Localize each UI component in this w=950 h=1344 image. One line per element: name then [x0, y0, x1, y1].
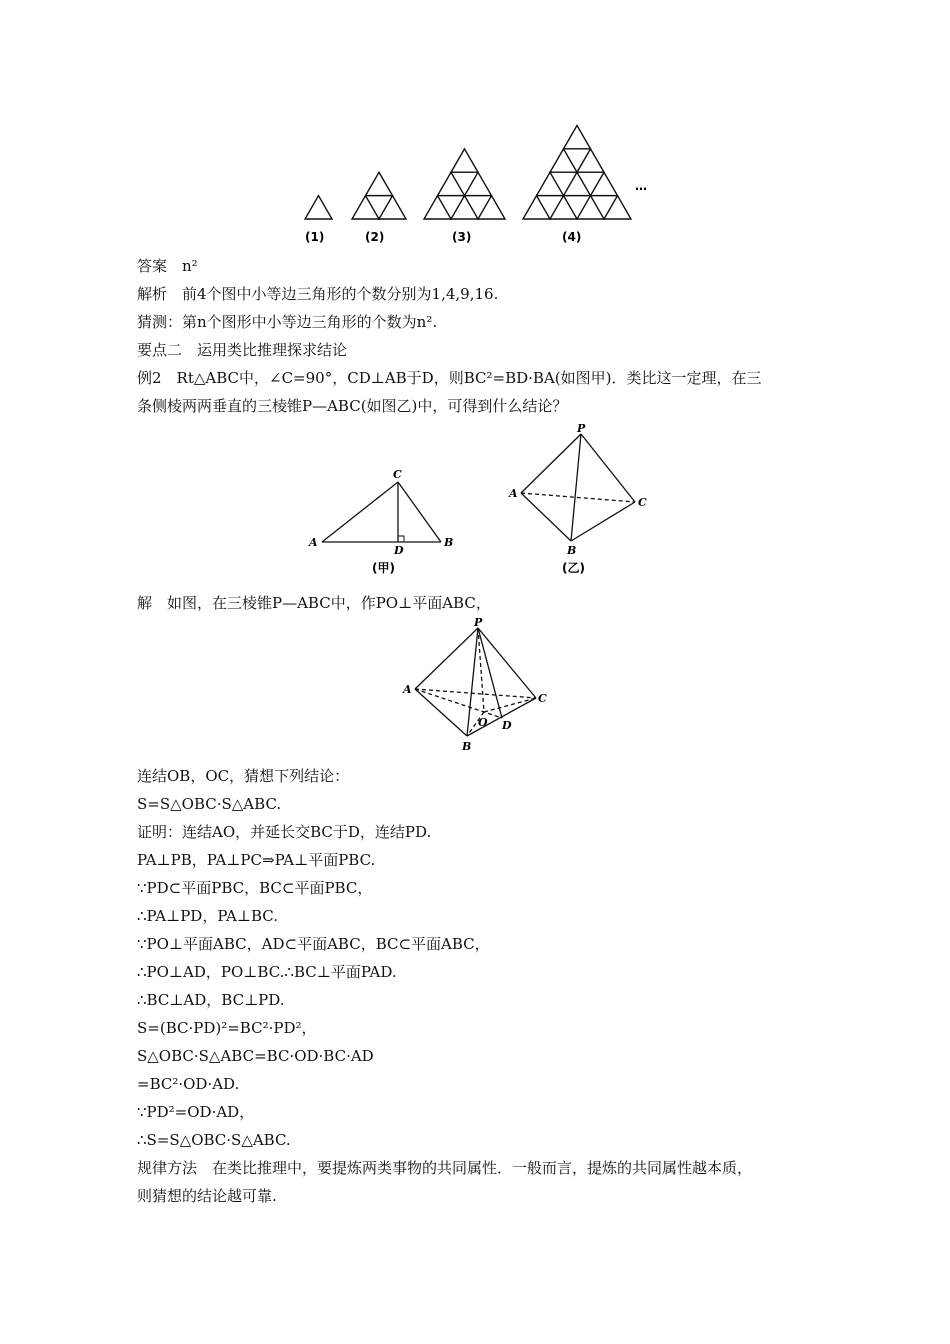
proof-line-8: ∴PO⊥AD，PO⊥BC.∴BC⊥平面PAD. [137, 963, 397, 981]
small-triangle [523, 196, 550, 219]
segment-ac [322, 482, 398, 542]
triangle-pattern-3 [424, 149, 505, 219]
proof-line-10: S=(BC·PD)²=BC²·PD²， [137, 1019, 317, 1037]
point-label-b: B [462, 740, 472, 753]
point-label-p: P [474, 616, 483, 629]
edge-ab [415, 689, 467, 736]
example-2-line-1: 例2 Rt△ABC中，∠C=90°，CD⊥AB于D，则BC²=BD·BA(如图甲)．类比这一定理，在三 [137, 369, 762, 387]
edge-pa [521, 434, 581, 493]
pattern-label-4: (4) [562, 230, 582, 244]
pattern-label-3: (3) [452, 230, 472, 244]
point-label-d: D [394, 544, 404, 557]
small-triangle [451, 149, 478, 172]
small-triangle [577, 149, 604, 172]
small-triangle [438, 172, 465, 195]
triangle-pattern-4 [523, 125, 631, 219]
point-label-o: O [478, 716, 488, 729]
point-label-a: A [403, 683, 412, 696]
point-label-b: B [444, 536, 454, 549]
proof-line-11: S△OBC·S△ABC=BC·OD·BC·AD [137, 1047, 374, 1065]
segment-ad-hidden [415, 689, 502, 718]
small-triangle [379, 196, 406, 219]
small-triangle [366, 172, 393, 195]
analysis-line: 解析 前4个图中小等边三角形的个数分别为1,4,9,16. [137, 285, 499, 303]
small-triangle [550, 196, 577, 219]
point-label-b: B [567, 544, 577, 557]
tetrahedron-svg [504, 424, 654, 579]
proof-line-1: 连结OB，OC，猜想下列结论： [137, 767, 350, 785]
solution-line: 解 如图，在三棱锥P—ABC中，作PO⊥平面ABC， [137, 594, 491, 612]
pattern-label-2: (2) [365, 230, 385, 244]
edge-pb [467, 628, 478, 736]
edge-pa [415, 628, 478, 689]
small-triangle [537, 172, 564, 195]
proof-line-4: PA⊥PB，PA⊥PC⇒PA⊥平面PBC. [137, 851, 376, 869]
right-angle-mark [398, 536, 404, 542]
small-triangle [352, 196, 379, 219]
tetrahedron-projection-svg [398, 616, 558, 756]
edge-ab [521, 493, 571, 541]
point-label-c: C [538, 692, 547, 705]
point-label-d: D [502, 719, 512, 732]
method-line-1: 规律方法 在类比推理中，要提炼两类事物的共同属性．一般而言，提炼的共同属性越本质， [137, 1159, 753, 1177]
edge-bc [571, 502, 635, 541]
triangle-pattern-figure [295, 122, 655, 248]
point-label-c: C [638, 496, 647, 509]
small-triangle [478, 196, 505, 219]
proof-line-7: ∵PO⊥平面ABC，AD⊂平面ABC，BC⊂平面ABC， [137, 935, 490, 953]
conjecture-line: 猜测：第n个图形中小等边三角形的个数为n². [137, 313, 438, 331]
small-triangle [424, 196, 451, 219]
small-triangle [564, 125, 591, 148]
figure-caption-jia: (甲) [372, 561, 395, 575]
point-label-c: C [393, 468, 402, 481]
small-triangle [577, 196, 604, 219]
point-label-a: A [509, 487, 518, 500]
triangle-pattern-2 [352, 172, 406, 219]
small-triangle [604, 196, 631, 219]
right-triangle-svg [305, 466, 470, 578]
triangle-pattern-1 [305, 196, 332, 219]
point-label-a: A [309, 536, 318, 549]
proof-line-13: ∵PD²=OD·AD， [137, 1103, 255, 1121]
answer-line: 答案 n² [137, 257, 198, 275]
triangle-pattern-svg [295, 122, 655, 248]
proof-line-14: ∴S=S△OBC·S△ABC. [137, 1131, 291, 1149]
proof-line-2: S=S△OBC·S△ABC. [137, 795, 282, 813]
pattern-ellipsis: … [635, 179, 647, 193]
proof-line-6: ∴PA⊥PD，PA⊥BC. [137, 907, 278, 925]
small-triangle [564, 172, 591, 195]
proof-line-9: ∴BC⊥AD，BC⊥PD. [137, 991, 285, 1009]
edge-ac-hidden [415, 689, 536, 698]
pattern-label-1: (1) [305, 230, 325, 244]
segment-bc [398, 482, 441, 542]
section-heading: 要点二 运用类比推理探求结论 [137, 341, 348, 359]
tetrahedron-projection-figure [398, 616, 558, 756]
small-triangle [465, 172, 492, 195]
proof-line-12: =BC²·OD·AD. [137, 1075, 240, 1093]
edge-ac-hidden [521, 493, 635, 502]
tetrahedron-figure [504, 424, 654, 579]
right-triangle-figure [305, 466, 470, 578]
segment-oc-hidden [484, 698, 536, 712]
proof-line-3: 证明：连结AO，并延长交BC于D，连结PD. [137, 823, 432, 841]
point-label-p: P [577, 424, 586, 435]
example-2-line-2: 条侧棱两两垂直的三棱锥P—ABC(如图乙)中，可得到什么结论？ [137, 397, 568, 415]
figure-caption-yi: (乙) [562, 561, 585, 575]
edge-pc [581, 434, 635, 502]
small-triangle [451, 196, 478, 219]
small-triangle [305, 196, 332, 219]
proof-line-5: ∵PD⊂平面PBC，BC⊂平面PBC， [137, 879, 373, 897]
edge-pb [571, 434, 581, 541]
small-triangle [550, 149, 577, 172]
method-line-2: 则猜想的结论越可靠. [137, 1187, 277, 1205]
small-triangle [591, 172, 618, 195]
